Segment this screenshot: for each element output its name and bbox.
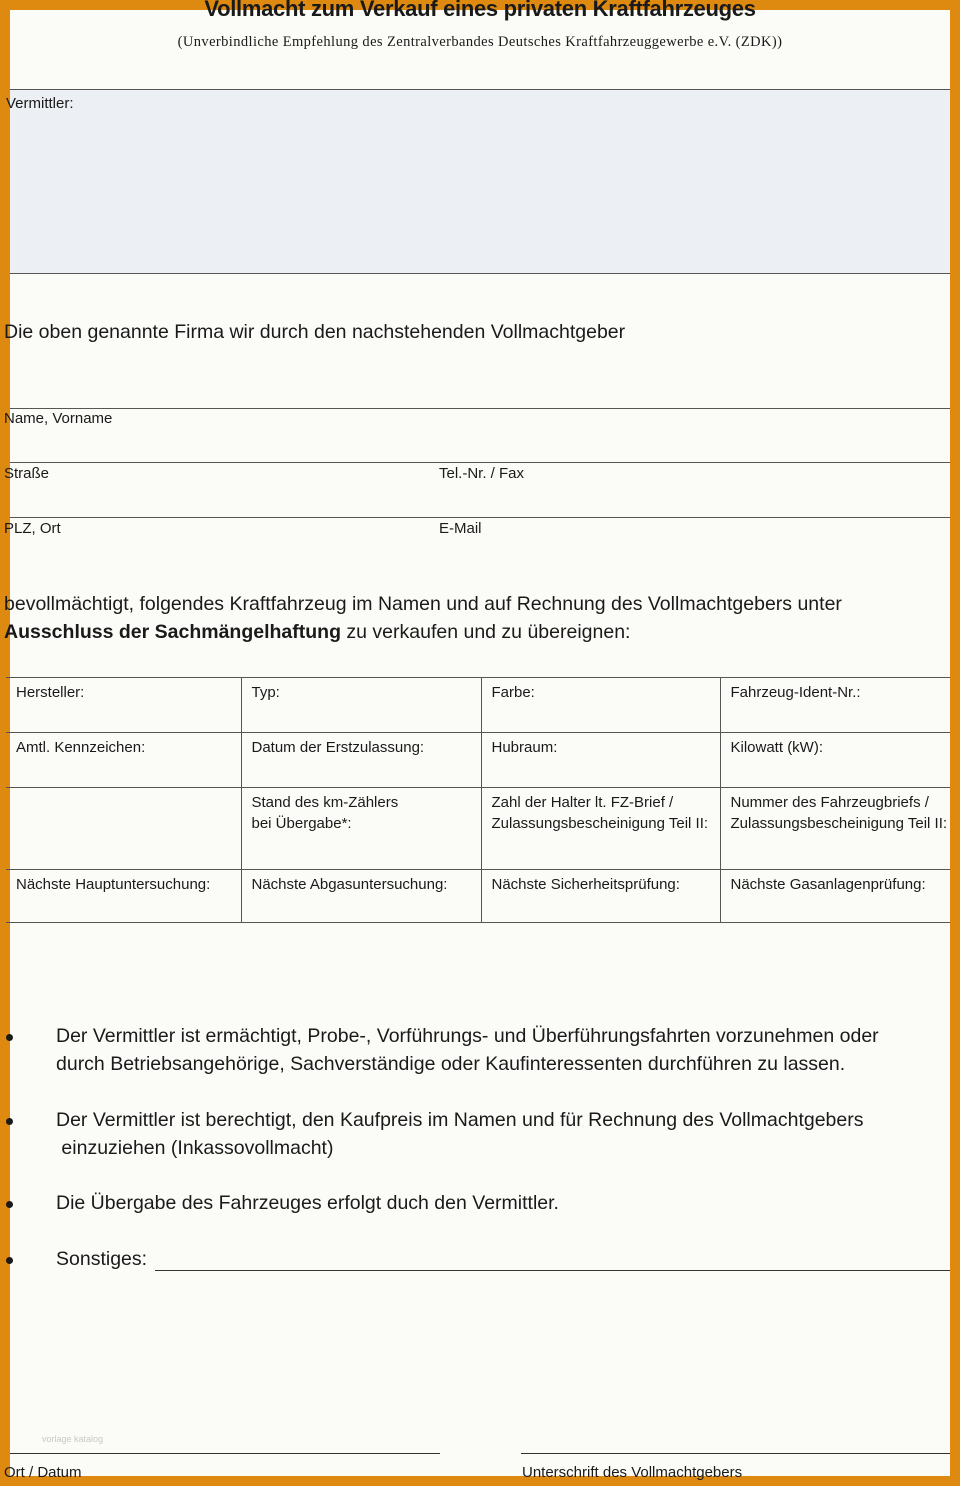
bullet-icon [6,1118,13,1125]
divider-name-top [10,408,950,409]
fahrzeug-ident-cell[interactable]: Fahrzeug-Ident-Nr.: [720,678,950,733]
divider-name-bottom [10,462,950,463]
sonstiges-label: Sonstiges: [56,1248,148,1270]
table-row [6,733,950,788]
empty-cell[interactable] [6,788,241,870]
abgasuntersuchung-cell[interactable]: Nächste Abgasuntersuchung: [241,870,481,923]
watermark: vorlage katalog [42,1434,104,1444]
typ-cell[interactable]: Typ: [241,678,481,733]
authorization-line-1: bevollmächtigt, folgendes Kraftfahrzeug im Namen und auf Rechnung des Vollmachtgebers unter [4,593,842,615]
email-field-label: E-Mail [439,520,482,537]
plz-field-label: PLZ, Ort [4,520,61,537]
sonstiges-input-line[interactable] [155,1270,950,1271]
halter-zahl-cell[interactable]: Zahl der Halter lt. FZ-Brief / Zulassungsbescheinigung Teil II: [481,788,720,870]
ort-datum-label: Ort / Datum [4,1464,82,1481]
bullet-icon [6,1034,13,1041]
intro-text: Die oben genannte Firma wir durch den nachstehenden Vollmachtgeber [4,321,626,343]
bullet-uebergabe: Die Übergabe des Fahrzeuges erfolgt duch den Vermittler. [56,1192,559,1214]
form-title: Vollmacht zum Verkauf eines privaten Kraftfahrzeuges [204,0,756,21]
hubraum-cell[interactable]: Hubraum: [481,733,720,788]
bullet-inkasso-2: einzuziehen (Inkassovollmacht) [56,1137,334,1159]
name-field-label: Name, Vorname [4,410,113,427]
vehicle-table [6,677,950,923]
erstzulassung-cell[interactable]: Datum der Erstzulassung: [241,733,481,788]
authorization-line-2 [4,621,630,644]
kilowatt-cell[interactable]: Kilowatt (kW): [720,733,950,788]
hersteller-cell[interactable]: Hersteller: [6,678,241,733]
sachmaengel-exclusion: Ausschluss der Sachmängelhaftung [4,621,341,643]
form-subtitle: (Unverbindliche Empfehlung des Zentralverbandes Deutsches Kraftfahrzeuggewerbe e.V. (ZDK)) [177,34,783,50]
table-row [6,788,950,870]
unterschrift-line[interactable] [521,1453,950,1454]
authorization-line-2-rest: zu verkaufen und zu übereignen: [341,621,631,643]
bullet-inkasso-1: Der Vermittler ist berechtigt, den Kaufpreis im Namen und für Rechnung des Vollmachtgebers [56,1109,864,1131]
divider-strasse-bottom [10,517,950,518]
farbe-cell[interactable]: Farbe: [481,678,720,733]
gasanlagenpruefung-cell[interactable]: Nächste Gasanlagenprüfung: [720,870,950,923]
vermittler-box[interactable] [6,89,950,274]
strasse-field-label: Straße [4,465,50,482]
tel-field-label: Tel.-Nr. / Fax [439,465,525,482]
table-row [6,678,950,733]
form-page [4,0,950,1481]
bullet-probefahrten-1: Der Vermittler ist ermächtigt, Probe-, Vorführungs- und Überführungsfahrten vorzunehmen oder [56,1025,879,1047]
hauptuntersuchung-cell[interactable]: Nächste Hauptuntersuchung: [6,870,241,923]
ort-datum-line[interactable] [10,1453,440,1454]
bullet-probefahrten-2: durch Betriebsangehörige, Sachverständige oder Kaufinteressenten durchführen zu lassen. [56,1053,846,1075]
fahrzeugbrief-nummer-cell[interactable]: Nummer des Fahrzeugbriefs / Zulassungsbescheinigung Teil II: [720,788,950,870]
kennzeichen-cell[interactable]: Amtl. Kennzeichen: [6,733,241,788]
unterschrift-label: Unterschrift des Vollmachtgebers [522,1464,743,1481]
table-row [6,870,950,923]
vermittler-label: Vermittler: [6,95,74,112]
sicherheitspruefung-cell[interactable]: Nächste Sicherheitsprüfung: [481,870,720,923]
bullet-icon [6,1201,13,1208]
bullet-icon [6,1257,13,1264]
km-stand-cell[interactable]: Stand des km-Zählers bei Übergabe*: [241,788,481,870]
